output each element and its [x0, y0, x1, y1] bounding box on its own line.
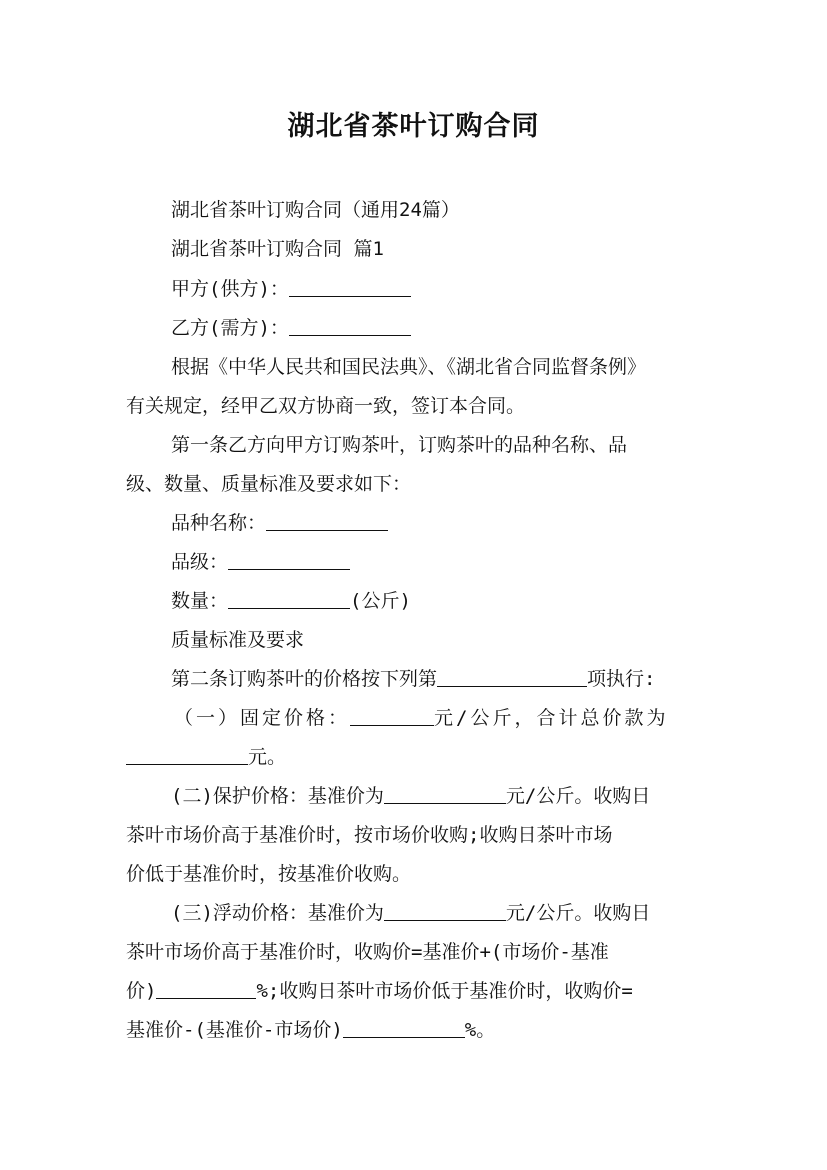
grade-line	[126, 550, 702, 574]
quantity-line	[126, 589, 702, 613]
article2-suffix: 项执行:	[587, 668, 656, 690]
protect-price-blank	[384, 785, 506, 804]
article2-line	[126, 667, 702, 691]
quality-line: 质量标准及要求	[171, 629, 305, 651]
document-title: 湖北省茶叶订购合同	[287, 111, 540, 142]
float-price-blank	[384, 902, 506, 921]
quantity-blank	[228, 590, 350, 609]
float-line3-suffix: %;收购日茶叶市场价低于基准价时，收购价=	[256, 980, 633, 1002]
party-b-label: 乙方(需方)：	[171, 317, 289, 339]
protect-prefix: (二)保护价格：基准价为	[171, 785, 384, 807]
protect-line-1	[126, 784, 702, 808]
protect-line-3: 价低于基准价时，按基准价收购。	[126, 863, 412, 885]
float-percent-blank	[156, 980, 256, 999]
float-percent-blank-2	[343, 1019, 465, 1038]
float-line4-suffix: %。	[464, 1019, 496, 1041]
float-line-2: 茶叶市场价高于基准价时，收购价=基准价+(市场价-基准	[126, 941, 609, 963]
article2-blank	[437, 668, 587, 687]
float-line4-prefix: 基准价-(基准价-市场价)	[126, 1019, 343, 1041]
fixed-price-line	[126, 706, 702, 730]
grade-label: 品级：	[171, 551, 229, 573]
basis-line-1: 根据《中华人民共和国民法典》、《湖北省合同监督条例》	[171, 356, 647, 378]
article1-line-1: 第一条乙方向甲方订购茶叶，订购茶叶的品种名称、品	[171, 434, 628, 456]
party-b-blank	[289, 317, 411, 336]
fixed-total-blank	[126, 746, 248, 765]
party-a-label: 甲方(供方)：	[171, 278, 289, 300]
subtitle: 湖北省茶叶订购合同（通用24篇）	[171, 199, 460, 221]
fixed-price-blank	[350, 707, 434, 726]
protect-line-2: 茶叶市场价高于基准价时，按市场价收购;收购日茶叶市场	[126, 824, 613, 846]
fixed-total-line	[126, 745, 702, 769]
float-prefix: (三)浮动价格：基准价为	[171, 902, 384, 924]
party-a-blank	[289, 278, 411, 297]
party-a-line	[126, 277, 702, 301]
article1-line-2: 级、数量、质量标准及要求如下：	[126, 473, 412, 495]
float-line3-prefix: 价)	[126, 980, 157, 1002]
article2-prefix: 第二条订购茶叶的价格按下列第	[171, 668, 438, 690]
variety-blank	[266, 512, 388, 531]
grade-blank	[228, 551, 350, 570]
float-line-4	[126, 1018, 702, 1042]
quantity-label: 数量：	[171, 590, 229, 612]
fixed-end: 元。	[248, 746, 287, 768]
float-line-3	[126, 979, 702, 1003]
float-line-1	[126, 901, 702, 925]
variety-label: 品种名称：	[171, 512, 267, 534]
party-b-line	[126, 316, 702, 340]
fixed-prefix: （一）固定价格：	[174, 707, 351, 729]
fixed-mid: 元/公斤，合计总价款为	[434, 707, 669, 729]
float-unit: 元/公斤。收购日	[505, 902, 651, 924]
protect-unit: 元/公斤。收购日	[505, 785, 651, 807]
section-heading: 湖北省茶叶订购合同 篇1	[171, 238, 384, 260]
variety-line	[126, 511, 702, 535]
quantity-unit: (公斤)	[350, 590, 411, 612]
basis-line-2: 有关规定，经甲乙双方协商一致，签订本合同。	[126, 395, 526, 417]
